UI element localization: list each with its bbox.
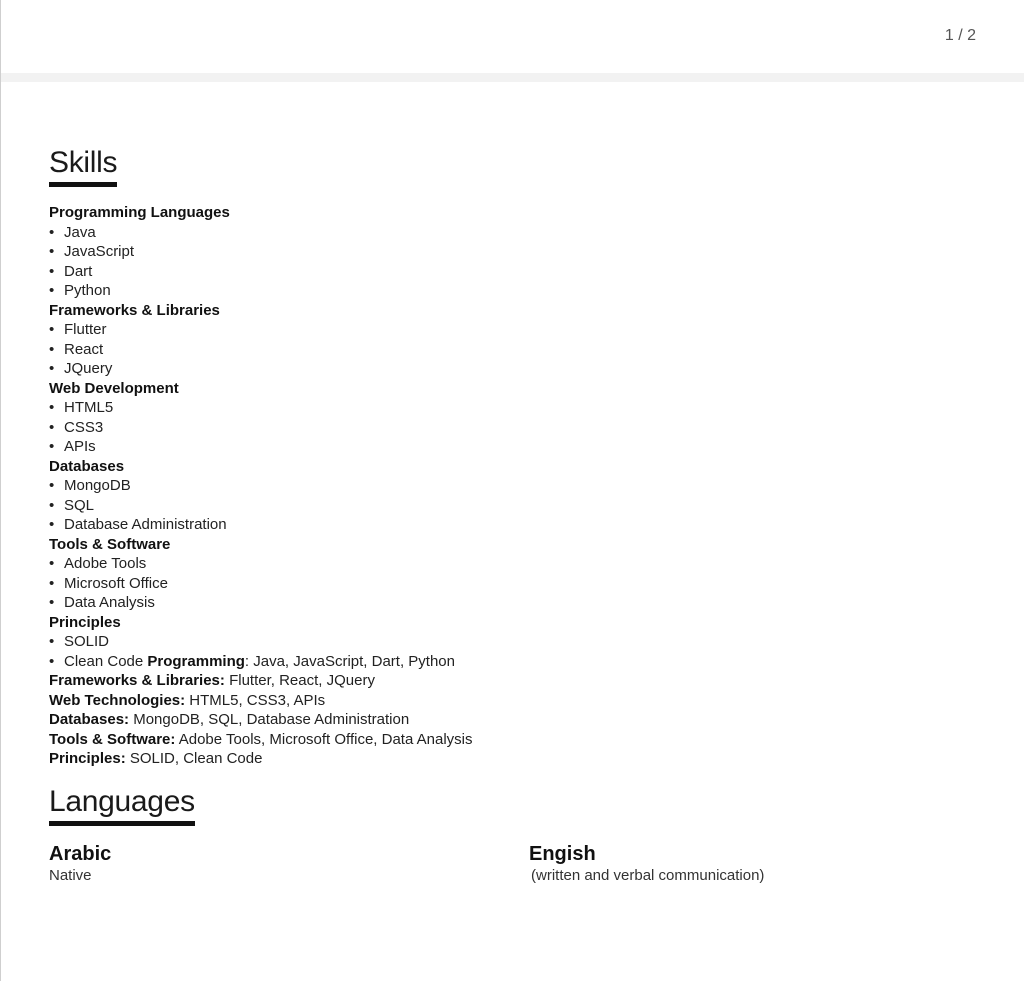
summary-label: Tools & Software: (49, 730, 176, 748)
skill-item-label: Database Administration (64, 516, 227, 533)
skill-item (49, 496, 949, 516)
skills-section (49, 146, 949, 769)
bullet-icon: • (49, 652, 55, 670)
document-page (1, 82, 1024, 981)
skill-item (49, 262, 949, 282)
skill-item-label: Clean Code (64, 652, 144, 670)
summary-value: HTML5, CSS3, APIs (185, 691, 326, 709)
bullet-icon: • (49, 321, 55, 338)
languages-grid (49, 842, 949, 902)
skill-item-label: JQuery (64, 360, 113, 377)
languages-title: Languages (49, 785, 195, 826)
summary-label: Web Technologies: (49, 691, 186, 709)
skill-category: Databases (49, 457, 125, 475)
summary-value: : Java, JavaScript, Dart, Python (244, 652, 455, 670)
bullet-icon: • (49, 477, 55, 494)
skill-item-label: Python (64, 282, 111, 299)
summary-label: Programming (147, 652, 245, 670)
skill-item-label: Data Analysis (64, 594, 155, 611)
skill-item (49, 515, 949, 535)
skill-item (49, 359, 949, 379)
bullet-icon: • (49, 418, 55, 436)
skill-item-label: JavaScript (64, 243, 135, 260)
page-indicator: 1 / 2 (944, 27, 976, 44)
bullet-icon: • (49, 223, 55, 241)
language-level: (written and verbal communication) (531, 866, 765, 884)
summary-label: Principles: (49, 750, 126, 767)
skill-item-label: Java (64, 223, 96, 241)
skill-item (49, 652, 949, 672)
language-name: Arabic (49, 842, 112, 865)
language-name: Engish (529, 842, 596, 865)
bullet-icon: • (49, 555, 55, 572)
skill-item-label: Microsoft Office (64, 574, 168, 592)
bullet-icon: • (49, 594, 55, 611)
bullet-icon: • (49, 633, 55, 650)
summary-line (49, 749, 949, 769)
language-item (529, 842, 764, 886)
skill-item-label: APIs (64, 438, 96, 455)
skill-item (49, 554, 949, 574)
bullet-icon: • (49, 282, 55, 299)
summary-value: Adobe Tools, Microsoft Office, Data Analysis (175, 730, 473, 748)
skill-item (49, 574, 949, 594)
skills-title: Skills (49, 146, 117, 187)
skill-item-label: Flutter (64, 321, 107, 338)
skill-item (49, 398, 949, 418)
skill-item (49, 223, 949, 243)
skill-category: Web Development (49, 379, 179, 397)
skill-item (49, 242, 949, 262)
skill-item (49, 340, 949, 360)
languages-section (49, 785, 949, 902)
skill-item-label: React (64, 340, 104, 358)
skill-item (49, 320, 949, 340)
summary-value: Flutter, React, JQuery (224, 672, 375, 689)
bullet-icon: • (49, 243, 55, 260)
bullet-icon: • (49, 262, 55, 280)
skill-category: Frameworks & Libraries (49, 301, 220, 319)
skill-item (49, 476, 949, 496)
bullet-icon: • (49, 574, 55, 592)
summary-line (49, 671, 949, 691)
page-content (49, 146, 949, 902)
skill-category: Programming Languages (49, 204, 230, 221)
skill-category: Tools & Software (49, 535, 171, 553)
skill-item (49, 281, 949, 301)
skill-item-label: CSS3 (64, 418, 104, 436)
summary-line (49, 710, 949, 730)
summary-value: SOLID, Clean Code (125, 750, 263, 767)
skills-summary (49, 671, 949, 769)
bullet-icon: • (49, 340, 55, 358)
summary-value: MongoDB, SQL, Database Administration (129, 711, 410, 728)
summary-line (49, 730, 949, 750)
skill-item (49, 593, 949, 613)
summary-label: Frameworks & Libraries: (49, 672, 225, 689)
skill-item-label: HTML5 (64, 399, 114, 416)
skill-item (49, 632, 949, 652)
summary-line (49, 691, 949, 711)
bullet-icon: • (49, 496, 55, 514)
skill-item-label: MongoDB (64, 477, 131, 494)
bullet-icon: • (49, 438, 55, 455)
bullet-icon: • (49, 516, 55, 533)
page-header-area (1, 0, 1024, 73)
skills-list (49, 203, 949, 671)
skill-item (49, 418, 949, 438)
page-separator (1, 73, 1024, 82)
skill-category: Principles (49, 613, 121, 631)
bullet-icon: • (49, 360, 55, 377)
skill-item-label: SQL (64, 496, 95, 514)
skill-item-label: Adobe Tools (64, 555, 147, 572)
skill-item (49, 437, 949, 457)
summary-label: Databases: (49, 711, 130, 728)
bullet-icon: • (49, 399, 55, 416)
skill-item-label: Dart (64, 262, 93, 280)
language-item (49, 842, 111, 886)
skill-item-label: SOLID (64, 633, 110, 650)
language-level: Native (49, 866, 92, 884)
